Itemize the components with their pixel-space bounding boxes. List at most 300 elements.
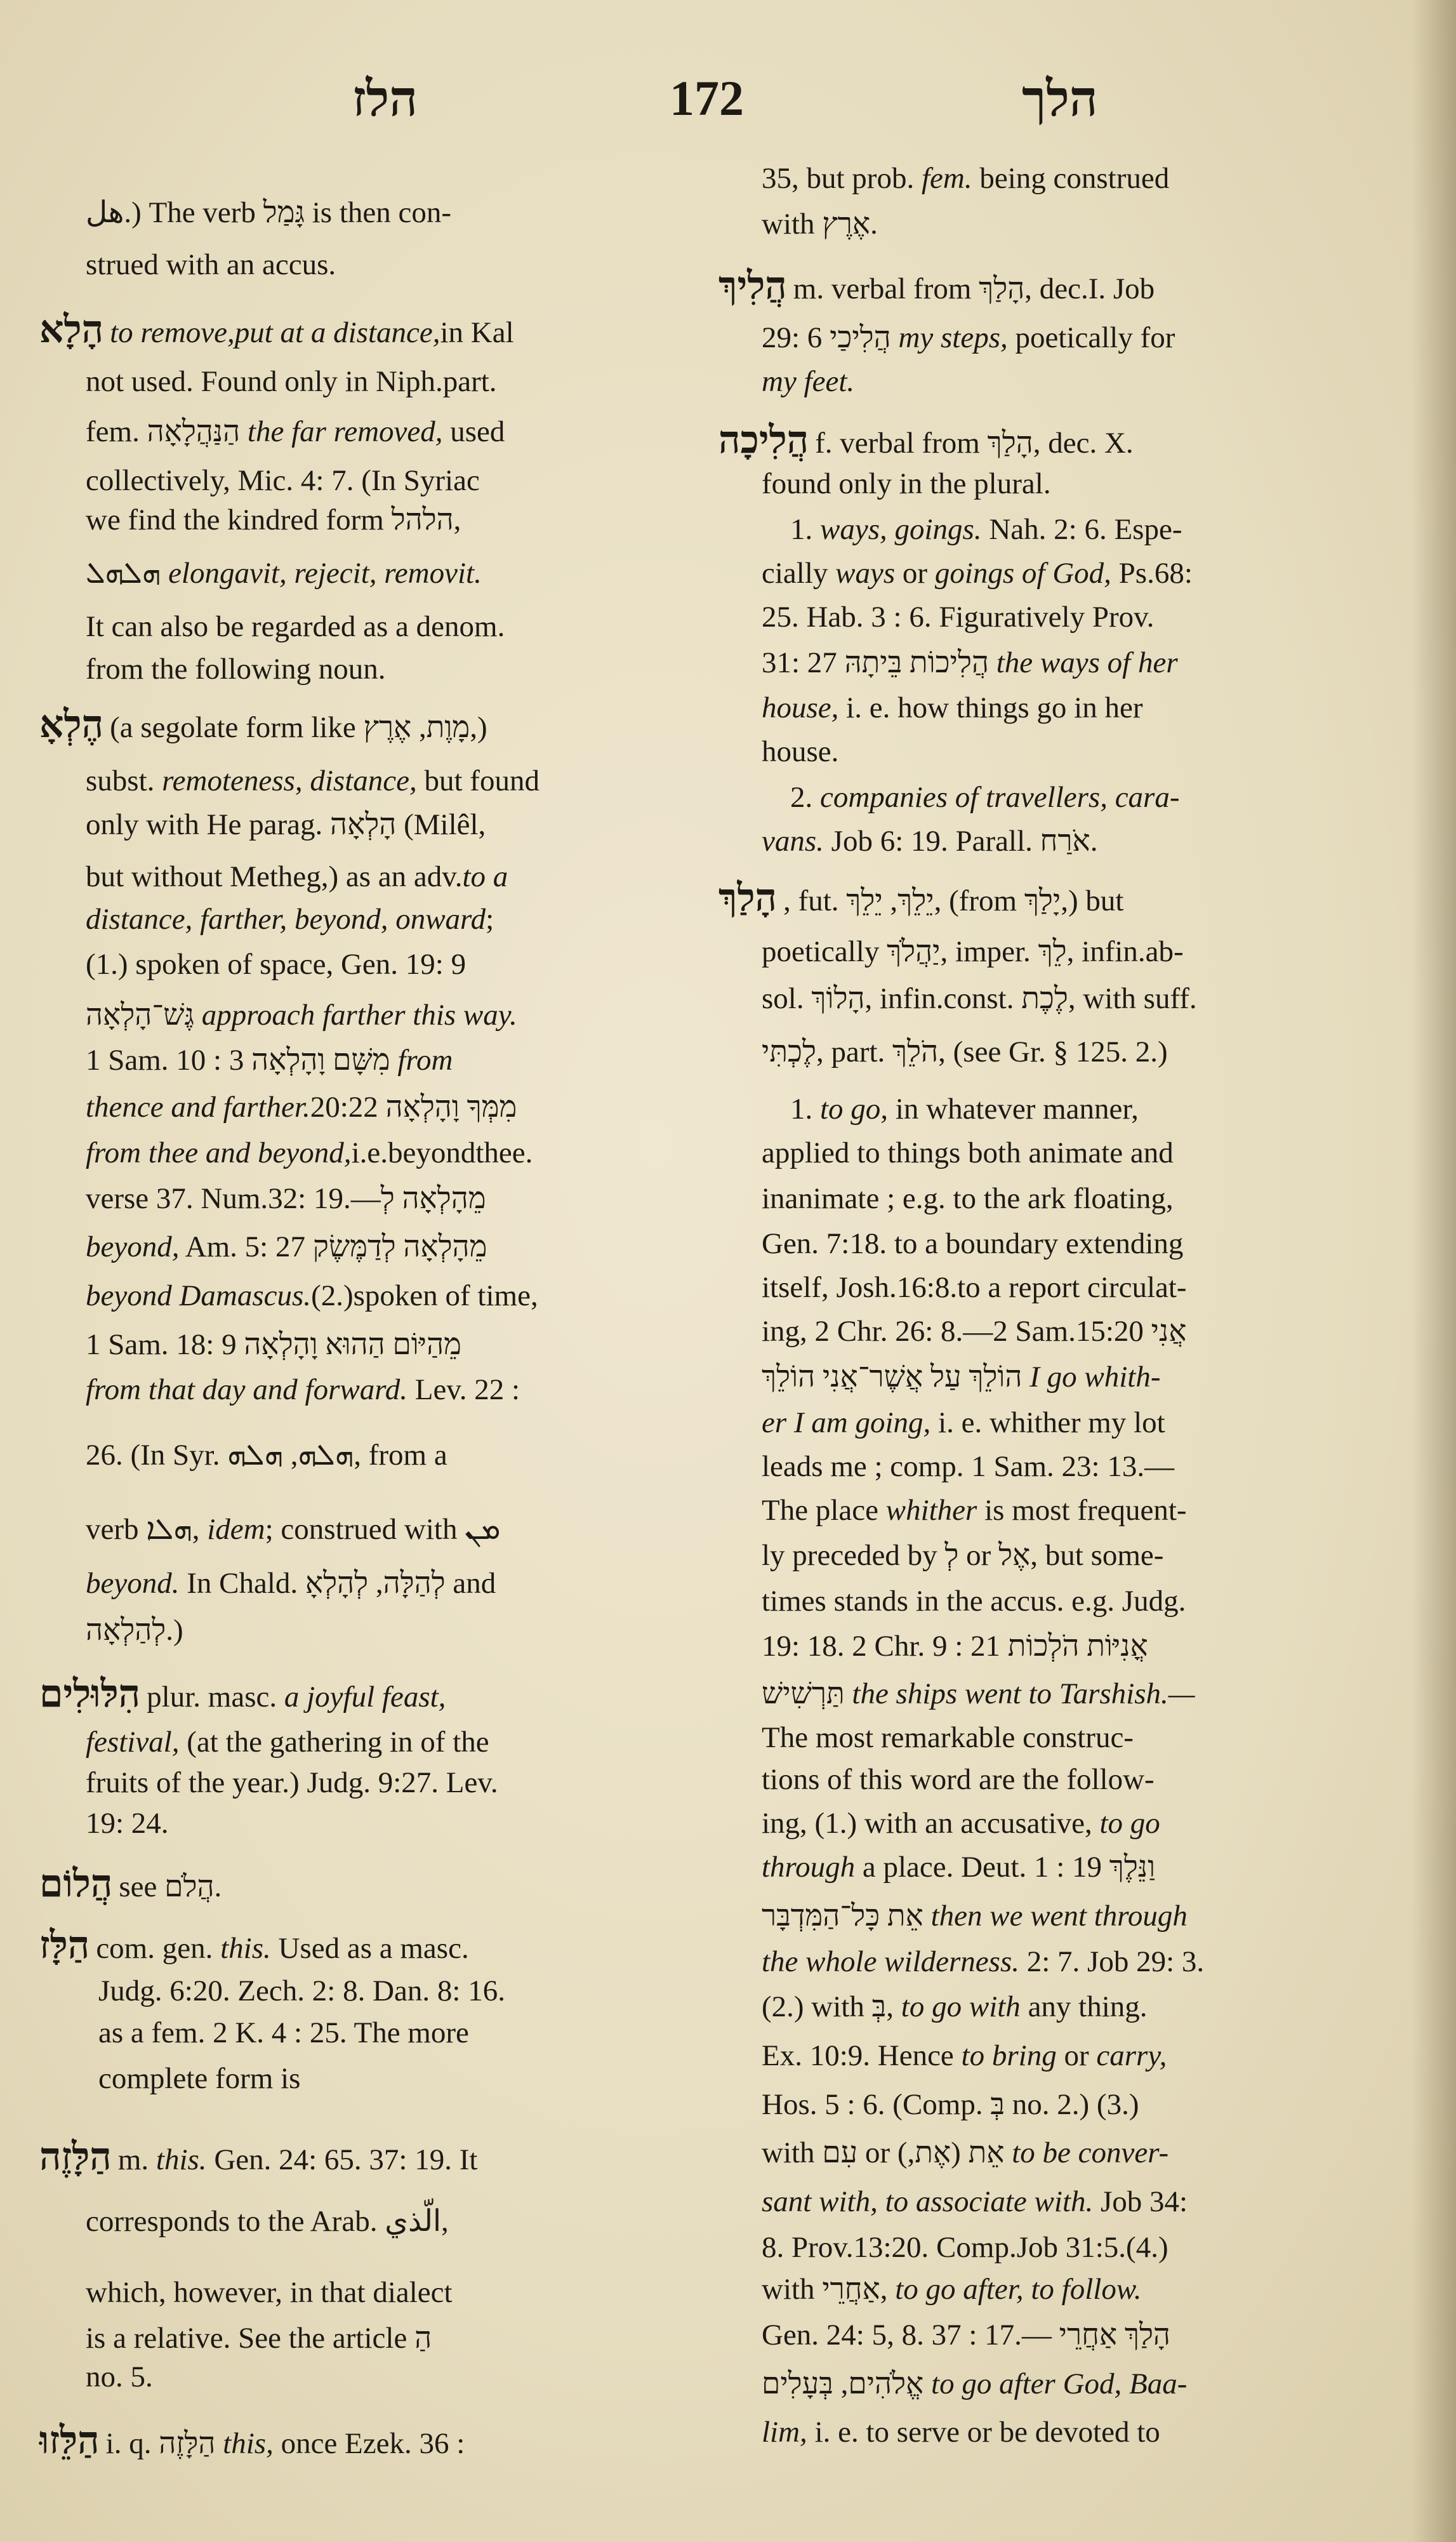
text-line [762,1802,1390,1844]
italic-gloss: I go whith- [1029,1361,1161,1394]
entry-text [790,1088,1390,1130]
text-segment: 20:22 מִמְּךָ וָהָלְאָה [310,1091,517,1124]
entry-text [762,157,1390,199]
text-line [86,760,705,802]
text-segment: i. e. to serve or be devoted to [807,2416,1160,2449]
entry-text [86,856,705,898]
text-line [762,552,1390,594]
text-segment: no. 5. [86,2360,153,2393]
text-segment: Lev. 22 : [407,1373,520,1406]
entry-text [86,1721,705,1763]
text-line [762,1717,1390,1759]
text-segment: הוֹלֵךְ עַל אֲשֶׁר־אֲנִי הוֹלֵךְ [762,1361,1030,1394]
text-segment: any thing. [1020,1990,1148,2023]
entry-text [86,648,705,690]
text-segment: plur. masc. [147,1680,284,1714]
text-line [98,2058,705,2099]
entry-text [762,463,1390,505]
entry-text [86,1275,705,1317]
entry-text [86,1562,705,1604]
text-line [86,460,705,502]
text-segment: It can also be regarded as a denom. [86,610,505,643]
text-segment: times stands in the accus. e.g. Judg. [762,1585,1186,1618]
italic-gloss: beyond, [86,1230,180,1263]
text-segment: applied to things both animate and [762,1136,1174,1169]
text-segment: is a relative. See the article הַ [86,2322,432,2355]
entry-text [86,1802,705,1844]
entry-text [762,2363,1390,2405]
italic-gloss: vans. [762,825,824,858]
text-line [762,1446,1390,1487]
entry-text [86,994,705,1036]
text-line [86,1609,705,1651]
text-line [86,1762,705,1804]
text-line [86,1721,705,1763]
text-segment: Am. 5: 27 מֵהָלְאָה לְדַמֶּשֶׂק [179,1230,487,1263]
headword: הַלָּז [39,1923,90,1967]
text-segment: ly preceded by לְ or אֶל, but some- [762,1539,1164,1572]
text-line [790,509,1390,550]
text-segment: Job 34: [1093,2185,1188,2218]
text-line [762,820,1390,862]
text-line [762,1310,1390,1352]
text-segment: 26. (In Syr. ܗܠܗ, ܗܠܗ, from a [86,1439,447,1472]
text-segment: fem. הַנַּהֲלָאָה [86,415,248,448]
italic-gloss: this. [220,1932,271,1965]
entry-text [86,1086,705,1128]
entry-text [147,1676,705,1718]
entry-text [762,1031,1390,1073]
text-segment: strued with an accus. [86,248,336,281]
entry-text [762,1580,1390,1622]
text-segment: in Kal [440,316,514,349]
italic-gloss: the whole wilderness. [762,1945,1019,1978]
text-line [86,192,705,234]
entry-text [762,552,1390,594]
italic-gloss: this. [156,2143,207,2176]
italic-gloss: remoteness, distance, [162,764,417,797]
entry-text [86,1324,705,1366]
entry-text [86,1762,705,1804]
text-line [762,361,1390,403]
text-line [98,1970,705,2012]
entry-text [110,707,705,749]
entry-text [762,1759,1390,1800]
entry-text [762,1356,1390,1398]
italic-gloss: companies of travellers, cara- [820,781,1180,814]
text-line [762,931,1390,973]
entry-text [762,361,1390,403]
text-line [762,2314,1390,2356]
text-line [86,2200,705,2242]
entry-text [762,2411,1390,2453]
entry-text [762,2084,1390,2126]
entry-text [110,312,705,354]
page-shadow [1412,0,1456,2542]
text-line [86,1226,705,1268]
entry-text [86,411,705,453]
text-line [762,203,1390,245]
text-line [86,804,705,846]
text-segment: ing, 2 Chr. 26: 8.—2 Sam.15:20 אֲנִי [762,1315,1187,1348]
entry-text [762,2314,1390,2356]
entry-text [86,244,705,286]
entry-text [86,1178,705,1220]
text-segment: 31: 27 הֲלִיכוֹת בֵּיתָהּ [762,646,996,679]
text-segment: i. e. how things go in her [838,691,1143,724]
text-segment: i. q. הַלָּזֶה [105,2427,223,2460]
text-segment: 2: 7. Job 29: 3. [1019,1945,1205,1978]
running-head-left: הלז [352,70,418,128]
headword: הֲלִיךְ [718,263,787,308]
entry-text [86,2356,705,2398]
italic-gloss: from that day and forward. [86,1373,408,1406]
text-line [86,2272,705,2313]
text-segment: used [442,415,505,448]
italic-gloss: the far removed, [247,415,443,448]
text-segment: being construed [972,162,1170,195]
entry-text [86,943,705,985]
text-line [762,2411,1390,2453]
text-segment: see הֲלֹם. [119,1870,222,1903]
text-line [762,2132,1390,2174]
text-line [762,731,1390,773]
text-segment: only with He parag. הָלְאָה (Milêl, [86,808,486,841]
text-line [718,877,1390,919]
headword: הַלֵּזוּ [39,2418,100,2463]
text-line [762,1356,1390,1398]
headword: הֶלְאָ [39,702,104,747]
text-segment: 1. [790,513,820,546]
entry-text [86,1434,705,1476]
italic-gloss: my steps, [898,321,1008,354]
entry-text [119,1866,705,1908]
text-segment: 1 Sam. 10 : 3 מִשָּׁם וָהָלְאָה [86,1044,398,1077]
text-segment: 29: 6 הֲלִיכַי [762,321,899,354]
text-line [86,2317,705,2359]
text-segment: In Chald. לְהַלָּה, לְהָלְאָ and [179,1567,496,1600]
text-line [762,2084,1390,2126]
text-segment: 19: 18. 2 Chr. 9 : 21 אֳנִיּוֹת הֹלְכוֹת [762,1630,1148,1663]
text-segment: sol. הָלוֹךְ, infin.const. לֶכֶת, with suff. [762,982,1197,1015]
text-segment: leads me ; comp. 1 Sam. 23: 13.— [762,1450,1175,1483]
entry-text [86,1369,705,1411]
text-line [86,1434,705,1476]
italic-gloss: to go after, to follow. [895,2273,1142,2306]
text-segment: Gen. 24: 5, 8. 37 : 17.— הָלַךְ אַחֲרֵי [762,2319,1170,2352]
entry-text [98,2058,705,2099]
text-segment: m. [117,2143,156,2176]
text-line [86,648,705,690]
text-segment: but found [416,764,539,797]
text-segment: 19: 24. [86,1807,169,1840]
italic-gloss: then we went through [930,1900,1188,1933]
text-segment: with עִם or אֵת (אֶת,) [762,2136,1012,2169]
text-line [86,2356,705,2398]
text-segment: ܗܠܗܠ [86,557,169,590]
text-segment: לֶכְתִּי, part. הֹלֵךְ, (see Gr. § 125. 2.) [762,1035,1168,1068]
italic-gloss: to be conver- [1012,2136,1169,2169]
text-segment: verb ܗܠܐ, [86,1513,208,1546]
text-line [86,1508,705,1550]
text-segment: with אֶרֶץ. [762,208,878,241]
text-line [39,2419,705,2461]
text-segment: itself, Josh.16:8.to a report circulat- [762,1271,1187,1304]
text-segment: inanimate ; e.g. to the ark floating, [762,1182,1174,1215]
text-segment: Nah. 2: 6. Espe- [981,513,1182,546]
text-line [762,1759,1390,1800]
italic-gloss: my feet. [762,365,855,398]
entry-text [762,642,1390,684]
text-segment: (a segolate form like מָוֶת, אֶרֶץ,) [110,711,487,744]
italic-gloss: to go [1099,1807,1160,1840]
entry-text [762,1402,1390,1444]
entry-text [790,776,1390,818]
entry-text [86,804,705,846]
headword: הִלּוּלִים [39,1672,141,1716]
italic-gloss: to bring [961,2039,1057,2072]
text-segment: (1.) spoken of space, Gen. 19: 9 [86,948,467,981]
text-line [86,1275,705,1317]
italic-gloss: goings of God, [934,557,1111,590]
entry-text [762,2035,1390,2077]
text-segment: in whatever manner, [888,1093,1139,1126]
page-number: 172 [670,70,744,126]
italic-gloss: the ways of her [996,646,1178,679]
text-segment: verse 37. Num.32: 19.—מֵהָלְאָה לְ [86,1182,486,1215]
entry-text [762,203,1390,245]
italic-gloss: through [762,1851,856,1884]
entry-text [86,2272,705,2313]
italic-gloss: the ships went to Tarshish.— [852,1677,1195,1710]
entry-text [762,1534,1390,1576]
text-line [762,1534,1390,1576]
text-segment: Gen. 7:18. to a boundary extending [762,1227,1184,1260]
text-segment: אֱלֹהִים, בְּעָלִים [762,2367,932,2400]
text-line [762,2363,1390,2405]
text-segment: אֵת כָּל־הַמִּדְבָּר [762,1900,931,1933]
text-line [762,317,1390,359]
text-segment: (at the gathering in of the [179,1726,489,1759]
entry-text [762,978,1390,1020]
entry-text [815,422,1390,464]
text-segment: or [1056,2039,1097,2072]
text-line [762,1489,1390,1531]
italic-gloss: beyond Damascus. [86,1279,312,1312]
entry-text [762,687,1390,729]
italic-gloss: sant with, to associate with. [762,2185,1094,2218]
text-segment: collectively, Mic. 4: 7. (In Syriac [86,464,480,497]
entry-text [762,317,1390,359]
text-line [39,703,705,745]
italic-gloss: elongavit, rejecit, removit. [168,557,482,590]
text-segment: with אַחֲרֵי, [762,2273,896,2306]
entry-text [790,509,1390,550]
entry-text [86,192,705,234]
italic-gloss: a joyful feast, [284,1680,446,1714]
entry-text [96,1927,705,1969]
italic-gloss: distance, farther, beyond, onward [86,903,486,936]
text-line [86,1039,705,1081]
text-line [762,596,1390,638]
entry-text [86,499,705,541]
text-segment: complete form is [98,2062,301,2095]
text-line [86,943,705,985]
text-segment: tions of this word are the follow- [762,1763,1155,1796]
entry-text [762,1846,1390,1888]
headword: הֲלִיכָה [718,418,809,462]
text-line [86,1324,705,1366]
headword: הָלַךְ [718,875,778,920]
text-segment: f. verbal from הָלַךְ, dec. X. [815,427,1134,460]
entry-text [762,1223,1390,1265]
entry-text [86,361,705,403]
text-line [86,994,705,1036]
text-segment: ing, (1.) with an accusative, [762,1807,1100,1840]
entry-text [762,2181,1390,2223]
text-segment: ; [486,903,494,936]
entry-text [86,552,705,594]
text-segment: from the following noun. [86,653,386,686]
text-segment: not used. Found only in Niph.part. [86,365,497,398]
entry-text [762,596,1390,638]
italic-gloss: thence and farther. [86,1091,310,1124]
text-line [39,1673,705,1715]
text-segment: com. gen. [96,1932,221,1965]
text-segment: The most remarkable construc- [762,1721,1134,1754]
text-segment: Used as a masc. [270,1932,469,1965]
text-segment: a place. Deut. 1 : 19 וַנֵּלֶךְ [855,1851,1156,1884]
italic-gloss: to go after God, Baa- [931,2367,1188,2400]
italic-gloss: festival, [86,1726,180,1759]
italic-gloss: er I am going, [762,1406,931,1439]
text-segment: poetically יַהֲלֹךְ, imper. לֵךְ, infin.ab- [762,935,1184,968]
text-line [762,1986,1390,2028]
entry-text [118,2139,705,2181]
text-line [762,157,1390,199]
text-segment: cially [762,557,836,590]
text-line [762,1031,1390,1073]
italic-gloss: approach farther this way. [201,999,517,1032]
text-line [790,776,1390,818]
headword: הַלָּזֶה [39,2134,112,2179]
italic-gloss: to go, [820,1093,889,1126]
italic-gloss: from thee and beyond, [86,1136,352,1169]
text-segment: Hos. 5 : 6. (Comp. בְּ no. 2.) (3.) [762,2088,1139,2121]
entry-text [762,1673,1390,1715]
entry-text [762,2268,1390,2310]
text-segment: but without Metheg,) as an adv. [86,860,463,893]
italic-gloss: carry, [1096,2039,1167,2072]
text-line [86,1802,705,1844]
text-line [762,642,1390,684]
text-line [762,1941,1390,1983]
text-line [86,552,705,594]
text-line [86,244,705,286]
italic-gloss: this, [223,2427,274,2460]
text-segment: The place [762,1494,886,1527]
text-line [762,687,1390,729]
text-line [762,1846,1390,1888]
text-segment: i.e.beyondthee. [351,1136,533,1169]
text-segment: Ex. 10:9. Hence [762,2039,962,2072]
entry-text [762,1267,1390,1308]
text-line [718,419,1390,461]
entry-text [762,731,1390,773]
text-segment: 35, but prob. [762,162,922,195]
italic-gloss: to go with [901,1990,1021,2023]
text-segment: , fut. יֵלֵךְ, יֵלֵךְ, (from יָלַךְ,) but [783,884,1124,917]
italic-gloss: lim, [762,2416,807,2449]
entry-text [86,1039,705,1081]
italic-gloss: whither [885,1494,977,1527]
text-segment: Job 6: 19. Parall. אֹרַח. [823,825,1098,858]
italic-gloss: to a [462,860,508,893]
text-line [762,2035,1390,2077]
text-segment: house. [762,735,839,768]
text-line [762,2268,1390,2310]
italic-gloss: house, [762,691,839,724]
entry-text [86,2200,705,2242]
italic-gloss: to remove,put at a distance, [110,316,440,349]
entry-text [762,1895,1390,1937]
text-line [762,1402,1390,1444]
italic-gloss: ways [835,557,896,590]
text-segment: corresponds to the Arab. ﺍﻟّﺬﻱ, [86,2205,449,2238]
entry-text [762,1178,1390,1220]
entry-text [106,2423,705,2465]
text-line [762,1132,1390,1174]
text-line [98,2012,705,2054]
italic-gloss: beyond. [86,1567,180,1600]
entry-text [762,1489,1390,1531]
text-line [762,463,1390,505]
text-line [762,1895,1390,1937]
text-segment: is most frequent- [977,1494,1187,1527]
entry-text [793,268,1390,310]
text-line [718,265,1390,307]
text-segment: 25. Hab. 3 : 6. Figuratively Prov. [762,601,1155,634]
text-segment: as a fem. 2 K. 4 : 25. The more [98,2016,469,2049]
entry-text [86,1132,705,1174]
text-line [762,2226,1390,2268]
text-line [762,1625,1390,1667]
headword: הָלָא [39,307,104,352]
entry-text [86,460,705,502]
text-line [790,1088,1390,1130]
text-segment: found only in the plural. [762,467,1051,500]
text-line [762,1673,1390,1715]
text-segment: (2.)spoken of time, [311,1279,538,1312]
entry-text [762,2226,1390,2268]
italic-gloss: ways, goings. [820,513,982,546]
running-head-right: הלך [1022,70,1098,128]
entry-text [86,760,705,802]
text-segment: תַּרְשִׁישׁ [762,1677,852,1710]
entry-text [98,2012,705,2054]
entry-text [86,1226,705,1268]
text-segment: גֶּשׁ־הָלְאָה [86,999,202,1032]
entry-text [86,1609,705,1651]
text-line [762,978,1390,1020]
italic-gloss: idem [207,1513,265,1546]
text-segment: ; construed with ܡܢ [265,1513,501,1546]
text-line [86,499,705,541]
text-segment: 8. Prov.13:20. Comp.Job 31:5.(4.) [762,2231,1168,2264]
text-segment: or [895,557,935,590]
text-segment: לְהַלְאָה.) [86,1614,183,1647]
text-segment: 1. [790,1093,820,1126]
